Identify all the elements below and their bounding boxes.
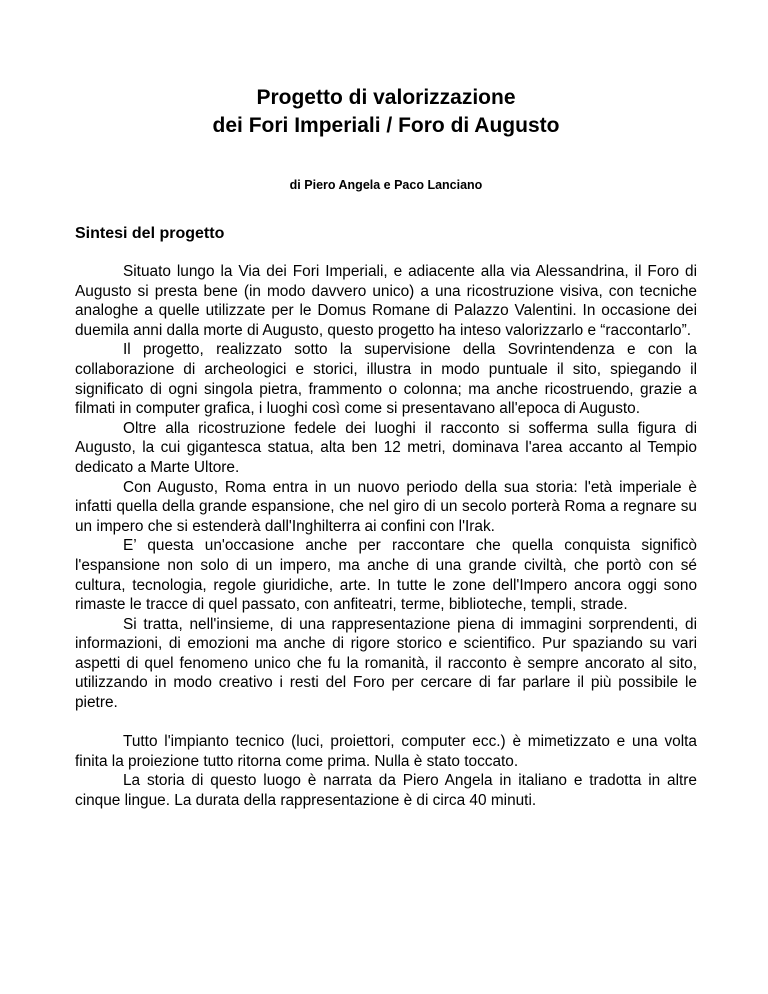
title-line-2: dei Fori Imperiali / Foro di Augusto — [212, 114, 560, 137]
title-line-1: Progetto di valorizzazione — [256, 86, 516, 109]
paragraph: Il progetto, realizzato sotto la supervisione della Sovrintendenza e con la collaborazione di archeologici e storici, illustra in modo puntuale il sito, spiegando il significato di ogni singola pietra, frammento o colonna; ma anche ricostruendo, grazie a filmati in computer grafica, i luoghi così come si presentavano all'epoca di Augusto. — [75, 341, 697, 418]
paragraph: Si tratta, nell'insieme, di una rappresentazione piena di immagini sorprendenti, di informazioni, di emozioni ma anche di rigore storico e scientifico. Pur spaziando su vari aspetti di quel fenomeno unico che fu la romanità, il racconto è sempre ancorato al sito, utilizzando in modo creativo i resti del Foro per cercare di far parlare il più possibile le pietre. — [75, 615, 697, 712]
document-authors: di Piero Angela e Paco Lanciano — [289, 178, 483, 192]
paragraph: Oltre alla ricostruzione fedele dei luoghi il racconto si sofferma sulla figura di Augusto, la cui gigantesca statua, alta ben 12 metri, dominava l'area accanto al Tempio dedicato a Marte Ultore. — [75, 419, 697, 476]
paragraph: Tutto l'impianto tecnico (luci, proiettori, computer ecc.) è mimetizzato e una volta finita la proiezione tutto ritorna come prima. Nulla è stato toccato. — [75, 733, 697, 770]
paragraph: E’ questa un'occasione anche per raccontare che quella conquista significò l'espansione non solo di un impero, ma anche di una grande civiltà, che portò con sé cultura, tecnologia, regole giuridiche, arte. In tutte le zone dell'Impero ancora oggi sono rimaste le tracce di quel passato, con anfiteatri, terme, biblioteche, templi, strade. — [75, 537, 697, 614]
paragraph: Con Augusto, Roma entra in un nuovo periodo della sua storia: l'età imperiale è infatti quella della grande espansione, che nel giro di un secolo porterà Roma a regnare su un impero che si estenderà dall'Inghilterra ai confini con l'Irak. — [75, 478, 697, 535]
document-body — [75, 262, 697, 811]
section-heading: Sintesi del progetto — [75, 225, 225, 242]
paragraph: Situato lungo la Via dei Fori Imperiali, e adiacente alla via Alessandrina, il Foro di Augusto si presta bene (in modo davvero unico) a una ricostruzione visiva, con tecniche analoghe a quelle utilizzate per le Domus Romane di Palazzo Valentini. In occasione dei duemila anni dalla morte di Augusto, questo progetto ha inteso valorizzarlo e “raccontarlo”. — [75, 263, 697, 339]
paragraph: La storia di questo luogo è narrata da Piero Angela in italiano e tradotta in altre cinque lingue. La durata della rappresentazione è di circa 40 minuti. — [75, 772, 697, 810]
document-title — [75, 84, 697, 140]
document-page — [75, 84, 697, 811]
